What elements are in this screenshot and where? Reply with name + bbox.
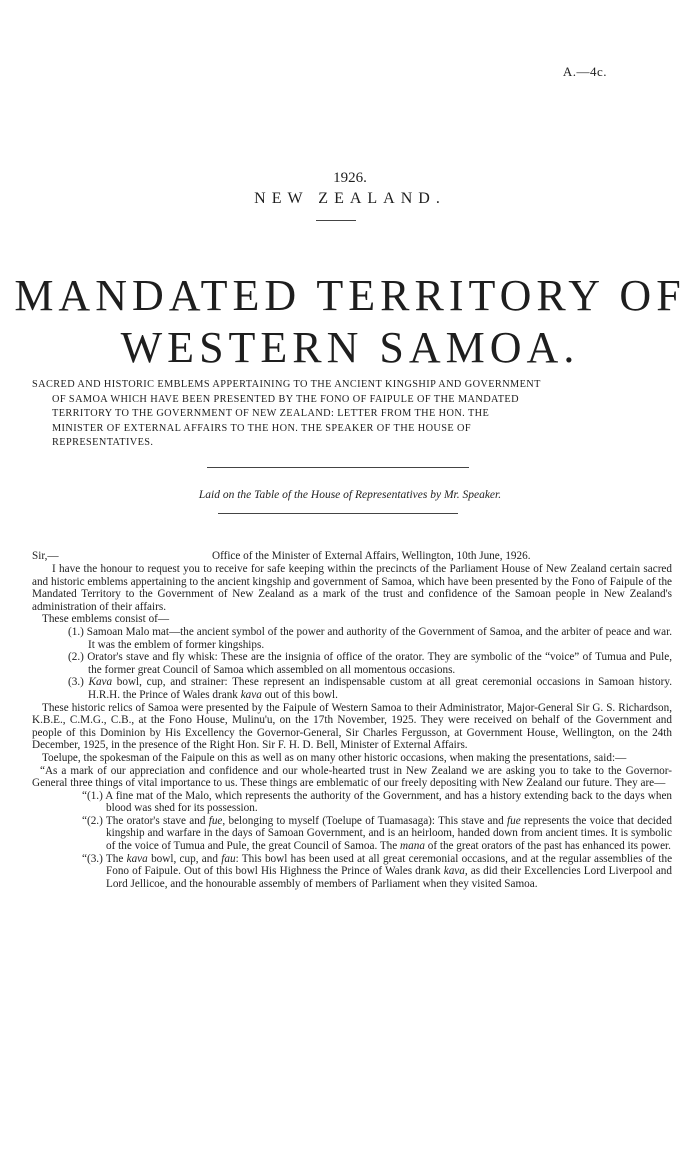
subtitle (32, 378, 664, 451)
quote-item-2 (32, 815, 672, 853)
kava-term: kava (126, 852, 148, 865)
divider-top (207, 467, 469, 468)
letter-header (32, 550, 672, 563)
main-title-line-2: WESTERN SAMOA. (120, 323, 580, 372)
kava-term: kava (240, 688, 262, 701)
item-text: bowl, cup, and strainer: These represent an indispensable custom at all great ceremonial occasions in Samoan history. H.R.H. the Prince of Wales drank (88, 676, 673, 701)
paragraph-intro: I have the honour to request you to receive for safe keeping within the precincts of the Parliament House of New Zealand certain sacred and historic emblems appertaining to the ancient kingship and government of Samoa, which have been presented by the Fono of Faipule of the Mandated Territory to the Government of New Zealand as a mark of the trust and confidence of the Samoan people in New Zealand's administration of their affairs. (32, 563, 672, 613)
subtitle-line: OF SAMOA WHICH HAVE BEEN PRESENTED BY THE FONO OF FAIPULE OF THE MANDATED (52, 393, 519, 405)
kava-term: Kava (88, 676, 113, 689)
subtitle-line: MINISTER OF EXTERNAL AFFAIRS TO THE HON. THE SPEAKER OF THE HOUSE OF (52, 422, 471, 434)
kava-term: kava (443, 865, 465, 878)
quote-item-1: “(1.) A fine mat of the Malo, which represents the authority of the Government, and has a history extending back to the days when blood was shed for its possession. (82, 789, 672, 815)
divider-bottom (218, 513, 458, 514)
salutation: Sir,— (32, 550, 59, 562)
emblem-item-2: (2.) Orator's stave and fly whisk: These are the insignia of office of the orator. They are symbolic of the “voice” of Tumua and Pule, the former great Council of Samoa which assembled on all momentous occasions. (68, 651, 672, 676)
emblem-item-1: (1.) Samoan Malo mat—the ancient symbol of the power and authority of the Government of Samoa, and the arbiter of peace and war. It was the emblem of former kingships. (68, 625, 672, 651)
item-text: of the great orators of the past has enhanced its power. (427, 840, 671, 853)
letter-body (32, 550, 672, 890)
item-text: “(3.) The (82, 852, 124, 865)
item-number: (3.) (68, 676, 84, 689)
item-text: bowl, cup, and (151, 852, 218, 865)
document-reference: A.—4c. (562, 64, 607, 79)
item-text: , as did their Excellencies Lord Liverpool and Lord Jellicoe, and the honourable assembly of members of Parliament when they visited Samoa. (106, 865, 672, 890)
mana-term: mana (400, 840, 425, 853)
subtitle-line: REPRESENTATIVES. (52, 437, 154, 448)
paragraph-consist: These emblems consist of— (42, 613, 170, 626)
paragraph-toelupe: Toelupe, the spokesman of the Faipule on this as well as on many other historic occasions, when making the presentations, said:— (42, 751, 627, 764)
country-heading: NEW ZEALAND. (254, 190, 446, 207)
item-text: represents the voice that decided kingship and warfare in the days of Samoan Government, and is an heirloom, handed down from ancient times. It is symbolic of the voice of Tumua and Pule, the great Council of Samoa. The (106, 814, 673, 853)
fue-term: fue (507, 814, 521, 827)
subtitle-line: SACRED AND HISTORIC EMBLEMS APPERTAINING TO THE ANCIENT KINGSHIP AND GOVERNMENT (32, 379, 541, 390)
year-heading: 1926. (333, 170, 367, 186)
paragraph-quote: “As a mark of our appreciation and confidence and our whole-hearted trust in New Zealand we are asking you to take to the Governor-General three things of vital importance to us. These things are emblematic of our freely depositing with New Zealand our future. They are— (32, 764, 672, 790)
emblem-item-3 (32, 676, 672, 701)
main-title-line-1: MANDATED TERRITORY OF (14, 271, 686, 320)
item-text: “(2.) The orator's stave and (82, 814, 206, 827)
fau-term: fau (221, 852, 236, 865)
item-text: : This bowl has been used at all great ceremonial occasions, and at the regular assemblies of the Fono of Faipule. Out of this bowl His Highness the Prince of Wales drank (106, 852, 673, 878)
divider-short (316, 220, 356, 221)
laid-on-table-note: Laid on the Table of the House of Representatives by Mr. Speaker. (198, 489, 502, 501)
quote-item-3 (32, 853, 672, 891)
office-line: Office of the Minister of External Affairs, Wellington, 10th June, 1926. (212, 550, 531, 562)
paragraph-relics: These historic relics of Samoa were presented by the Faipule of Western Samoa to their Administrator, Major-General Sir G. S. Richardson, K.B.E., C.M.G., C.B., at the Fono House, Mulinu'u, on the 17th November, 1925. They were received on behalf of the Government and people of this Dominion by His Excellency the Governor-General, Sir Charles Fergusson, at Government House, Wellington, on the 24th December, 1925, in the presence of the Right Hon. Sir F. H. D. Bell, Minister of External Affairs. (32, 701, 672, 752)
fue-term: fue (208, 814, 223, 827)
item-text: out of this bowl. (264, 688, 338, 701)
subtitle-line: TERRITORY TO THE GOVERNMENT OF NEW ZEALAND: LETTER FROM THE HON. THE (52, 408, 490, 419)
item-text: , belonging to myself (Toelupe of Tuamasaga): This stave and (222, 814, 504, 827)
